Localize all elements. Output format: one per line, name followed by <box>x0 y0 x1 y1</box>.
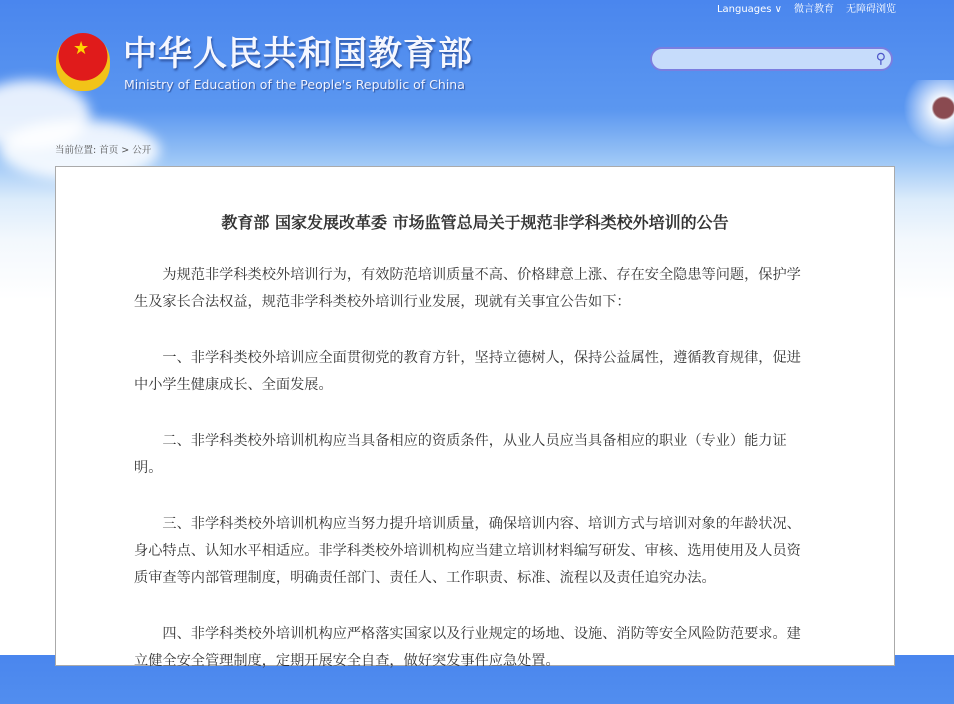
search-box <box>650 47 893 71</box>
accessibility-link[interactable]: 无障碍浏览 <box>846 4 896 15</box>
article-paragraph: 四、非学科类校外培训机构应严格落实国家以及行业规定的场地、设施、消防等安全风险防范要求。建立健全安全管理制度，定期开展安全自查，做好突发事件应急处置。 <box>134 626 801 669</box>
languages-link[interactable]: Languages ∨ <box>716 4 782 15</box>
dandelion-decoration <box>902 80 954 160</box>
article-container <box>55 166 895 669</box>
article-paragraph: 为规范非学科类校外培训行为，有效防范培训质量不高、价格肆意上涨、存在安全隐患等问题，保护学生及家长合法权益，规范非学科类校外培训行业发展，现就有关事宜公告如下： <box>134 267 801 310</box>
breadcrumb <box>55 144 151 157</box>
search-input[interactable] <box>662 49 866 71</box>
breadcrumb-home[interactable]: 首页 <box>99 145 119 156</box>
article-title: 教育部 国家发展改革委 市场监管总局关于规范非学科类校外培训的公告 <box>221 213 729 232</box>
weiyan-link[interactable]: 微言教育 <box>794 4 834 15</box>
site-subtitle: Ministry of Education of the People's Republic of China <box>124 77 465 92</box>
breadcrumb-separator: > <box>121 145 130 156</box>
site-title[interactable]: 中华人民共和国教育部 <box>123 35 473 73</box>
search-icon[interactable]: ⚲ <box>875 51 886 67</box>
top-links <box>717 3 896 17</box>
article-paragraph: 三、非学科类校外培训机构应当努力提升培训质量，确保培训内容、培训方式与培训对象的年龄状况、身心特点、认知水平相适应。非学科类校外培训机构应当建立培训材料编写研发、审核、选用使用及人员资质审查等内部管理制度，明确责任部门、责任人、工作职责、标准、流程以及责任追究办法。 <box>134 516 801 586</box>
article-paragraph: 二、非学科类校外培训机构应当具备相应的资质条件，从业人员应当具备相应的职业（专业）能力证明。 <box>134 433 787 476</box>
star-icon: ★ <box>73 38 90 59</box>
article-paragraph: 一、非学科类校外培训应全面贯彻党的教育方针，坚持立德树人，保持公益属性，遵循教育规律，促进中小学生健康成长、全面发展。 <box>134 350 801 393</box>
national-emblem-logo <box>56 33 110 91</box>
article-body <box>134 262 812 704</box>
breadcrumb-label: 当前位置: <box>55 145 97 156</box>
breadcrumb-current[interactable]: 公开 <box>132 145 152 156</box>
